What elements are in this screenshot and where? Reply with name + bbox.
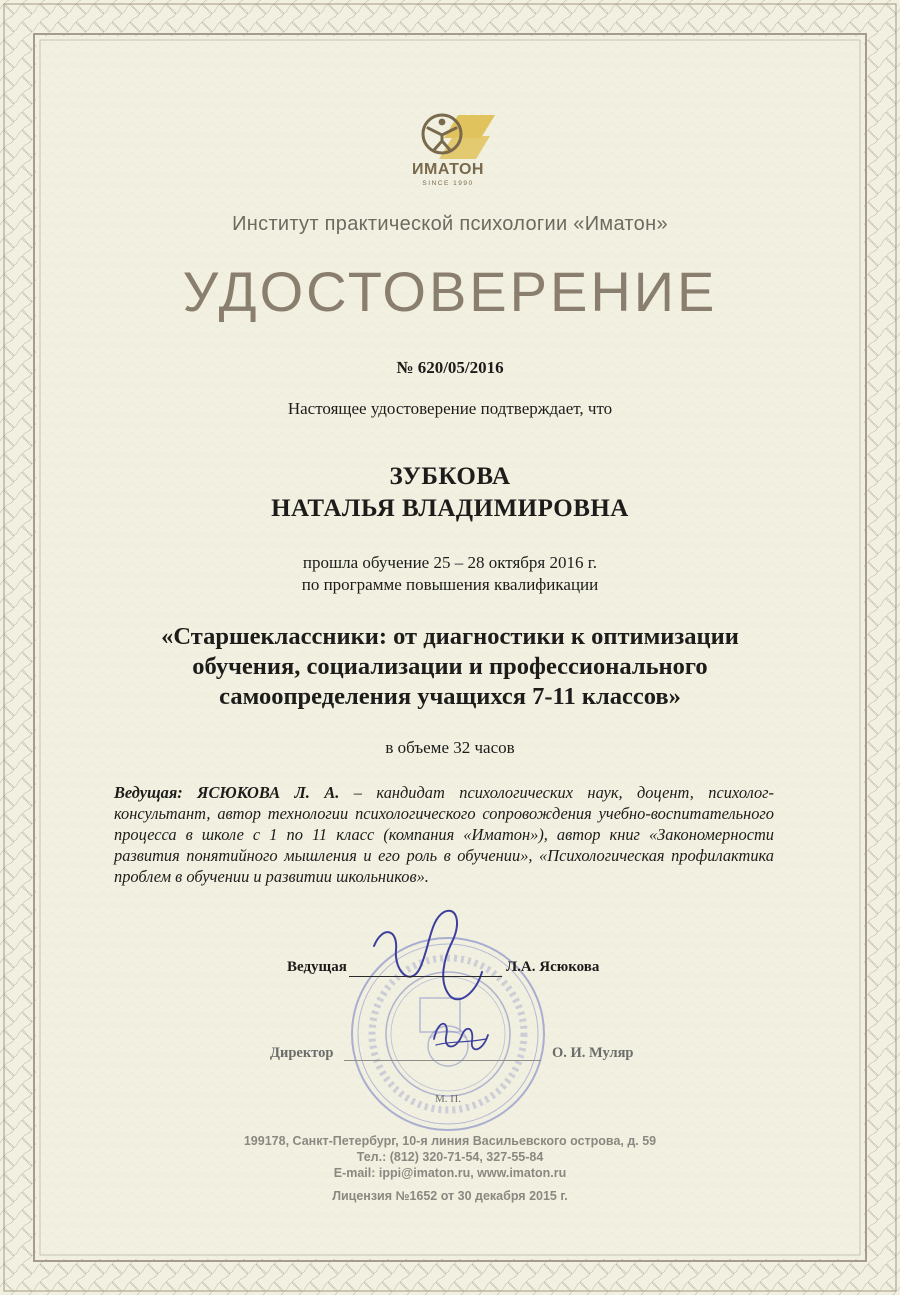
seal-place-label: М. П. bbox=[435, 1093, 461, 1105]
footer-email: E-mail: ippi@imaton.ru, www.imaton.ru bbox=[333, 1166, 567, 1180]
course-title-line: обучения, социализации и профессионального bbox=[192, 653, 708, 680]
course-title-line: «Старшеклассники: от диагностики к оптимизации bbox=[161, 623, 739, 650]
program-type: по программе повышения квалификации bbox=[301, 575, 599, 594]
footer-address: 199178, Санкт-Петербург, 10-я линия Васильевского острова, д. 59 bbox=[243, 1134, 657, 1148]
course-title bbox=[0, 622, 900, 712]
holder-given-names: НАТАЛЬЯ ВЛАДИМИРОВНА bbox=[271, 495, 629, 522]
footer-license: Лицензия №1652 от 30 декабря 2015 г. bbox=[332, 1189, 568, 1203]
lecturer-signature bbox=[360, 898, 490, 1008]
director-name: О. И. Муляр bbox=[552, 1045, 634, 1061]
course-title-line: самоопределения учащихся 7-11 классов» bbox=[219, 683, 681, 710]
lecturer-bio bbox=[114, 782, 774, 887]
logo-wordmark: ИМАТОН bbox=[412, 161, 484, 178]
lecturer-sign-label: Ведущая bbox=[287, 959, 347, 975]
footer-phone: Тел.: (812) 320-71-54, 327-55-84 bbox=[356, 1150, 544, 1164]
director-label: Директор bbox=[270, 1045, 334, 1061]
training-dates: прошла обучение 25 – 28 октября 2016 г. bbox=[302, 553, 598, 572]
institute-name: Институт практической психологии «Иматон» bbox=[232, 213, 668, 235]
lecturer-bio-label: Ведущая: ЯСЮКОВА Л. А. bbox=[114, 783, 340, 802]
lecturer-sign-line bbox=[349, 976, 502, 977]
lecturer-bio-text: – кандидат психологических наук, доцент, психолог-консультант, автор технологии психологического сопровождения учебно-воспитательного процесса в школе с 1 по 11 класс (компания «Иматон»), автор книг «Закономерности развития понятийного мышления и его роль в обучении», «Психологическая профилактика проблем в обучении и развитии школьников». bbox=[114, 783, 774, 886]
holder-surname: ЗУБКОВА bbox=[389, 463, 511, 490]
director-sign-line bbox=[344, 1060, 541, 1061]
certificate-number: № 620/05/2016 bbox=[396, 358, 504, 377]
director-signature bbox=[426, 1005, 496, 1063]
lecturer-sign-name: Л.А. Ясюкова bbox=[506, 959, 600, 975]
course-hours: в объеме 32 часов bbox=[385, 738, 515, 757]
document-title: УДОСТОВЕРЕНИЕ bbox=[182, 260, 718, 323]
confirmation-text: Настоящее удостоверение подтверждает, что bbox=[287, 399, 613, 418]
logo-since: SINCE 1990 bbox=[422, 180, 474, 187]
